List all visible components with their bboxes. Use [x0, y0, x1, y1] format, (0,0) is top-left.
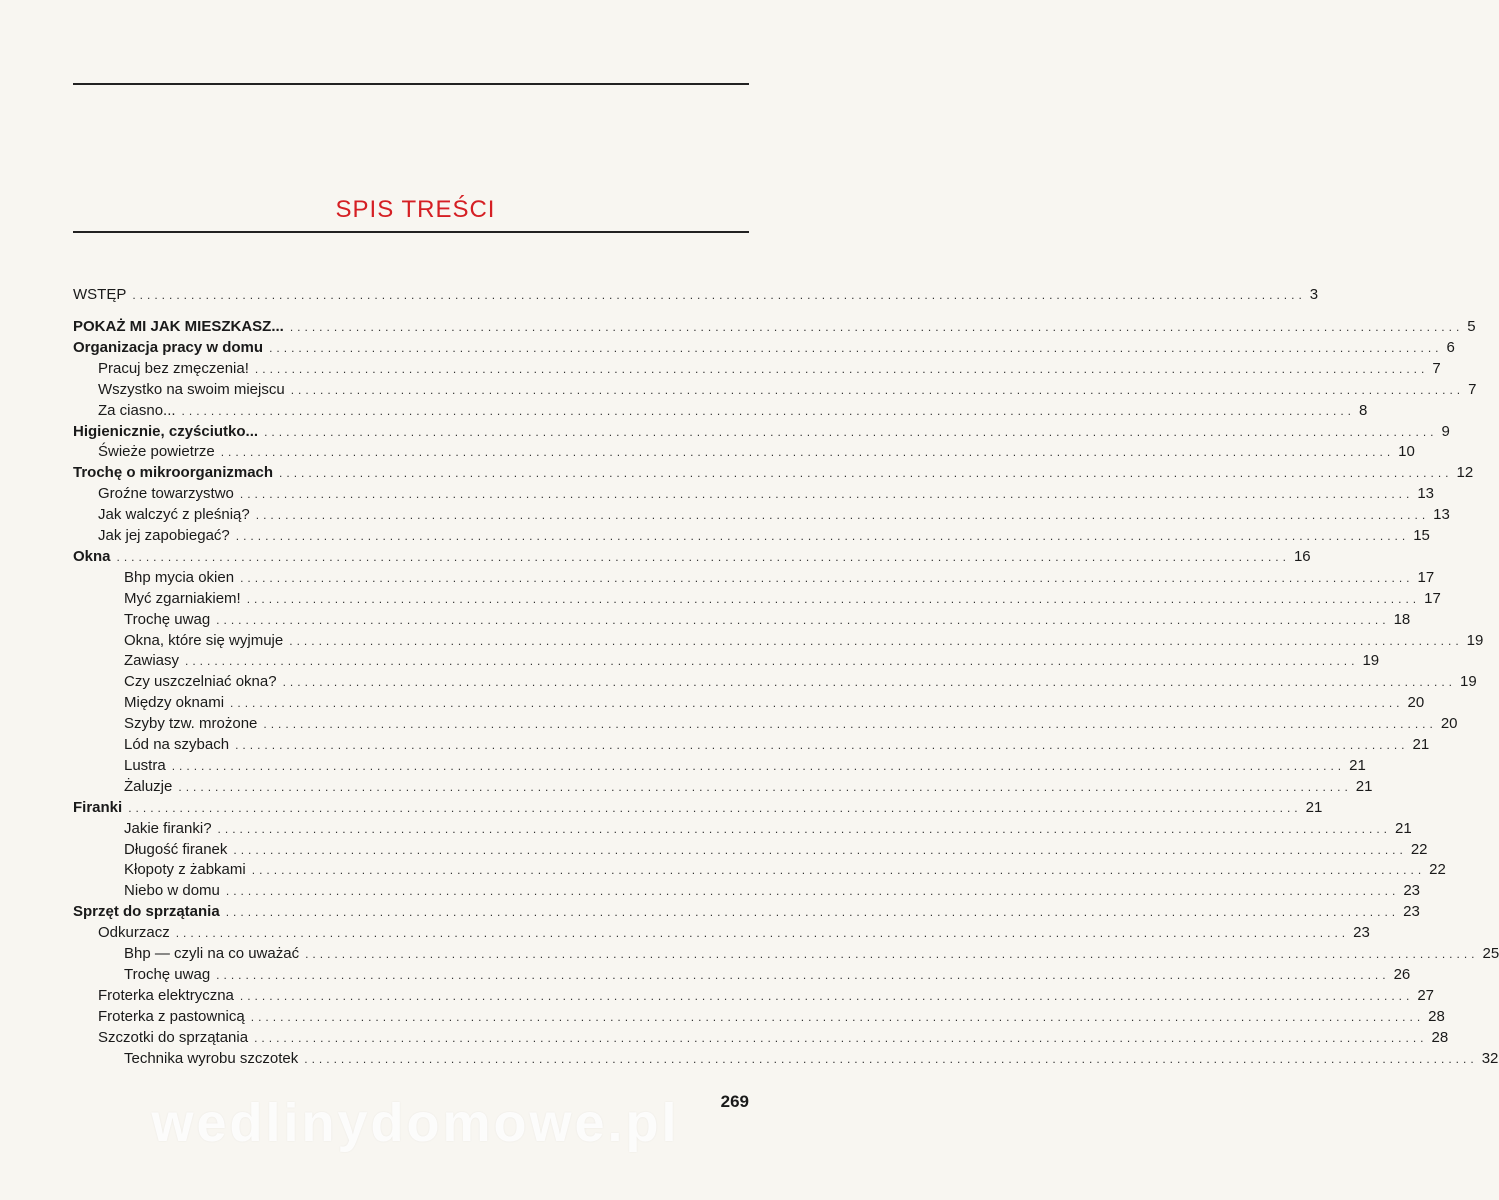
toc-entry-title: Sprzęt do sprzątania	[73, 903, 220, 921]
toc-entry-page: 10	[1398, 443, 1415, 461]
toc-entry-page: 17	[1417, 568, 1435, 586]
dot-leader: ................................................................................................................................................................	[255, 508, 1430, 523]
dot-leader: ................................................................................................................................................................	[240, 570, 1414, 585]
toc-entry-title: Wszystko na swoim miejscu	[98, 380, 285, 398]
toc-entry-title: Bhp — czyli na co uważać	[124, 945, 300, 962]
toc-entry-page: 19	[1362, 652, 1380, 670]
toc-entry	[73, 400, 1368, 421]
toc-entry	[73, 379, 1477, 400]
toc-entry-page: 6	[1446, 338, 1455, 356]
toc-entry-page: 25	[1482, 945, 1499, 962]
dot-leader: ................................................................................................................................................................	[289, 633, 1463, 648]
dot-leader: ................................................................................................................................................................	[235, 529, 1410, 543]
toc-entry	[73, 713, 1458, 734]
toc-entry	[73, 650, 1380, 671]
toc-entry	[73, 797, 1323, 818]
toc-entry-title: Szyby tzw. mrożone	[124, 715, 258, 733]
dot-leader: ................................................................................................................................................................	[264, 424, 1438, 439]
toc-entry	[73, 1006, 1445, 1027]
dot-leader: ................................................................................................................................................................	[175, 926, 1350, 941]
dot-leader: ................................................................................................................................................................	[216, 612, 1390, 627]
dot-leader: ................................................................................................................................................................	[116, 549, 1290, 564]
toc-entry-title: Lód na szybach	[124, 736, 230, 753]
toc-entry-title: Między oknami	[124, 694, 225, 712]
dot-leader: ................................................................................................................................................................	[239, 487, 1414, 502]
toc-entry	[73, 755, 1366, 776]
dot-leader: ................................................................................................................................................................	[171, 758, 1346, 773]
toc-entry-title: Pracuj bez zmęczenia!	[98, 359, 249, 377]
toc-entry	[73, 609, 1411, 630]
dot-leader: ................................................................................................................................................................	[225, 884, 1400, 899]
toc-entry-page: 28	[1428, 1007, 1445, 1025]
toc-entry-title: Świeże powietrze	[98, 443, 215, 461]
dot-leader: ................................................................................................................................................................	[254, 1030, 1428, 1045]
toc-entry	[73, 441, 1415, 462]
toc-entry-page: 21	[1305, 798, 1323, 816]
toc-entry-page: 23	[1353, 924, 1370, 942]
dot-leader: ................................................................................................................................................................	[269, 340, 1443, 355]
dot-leader: ................................................................................................................................................................	[251, 863, 1426, 878]
dot-leader: ................................................................................................................................................................	[233, 842, 1407, 857]
dot-leader: ................................................................................................................................................................	[263, 717, 1437, 732]
toc-entry-page: 13	[1417, 485, 1435, 503]
dot-leader: ................................................................................................................................................................	[254, 361, 1429, 376]
toc-entry	[73, 1048, 1499, 1069]
toc-entry	[73, 546, 1311, 567]
dot-leader: ................................................................................................................................................................	[290, 382, 1465, 397]
toc-entry-page: 15	[1413, 527, 1430, 544]
dot-leader: ................................................................................................................................................................	[282, 675, 1457, 690]
toc-entry-page: 26	[1393, 965, 1411, 983]
toc-entry-page: 16	[1293, 547, 1311, 565]
toc-entry-page: 22	[1429, 861, 1446, 879]
toc-entry-title: Długość firanek	[124, 840, 228, 858]
dot-leader: ................................................................................................................................................................	[239, 988, 1414, 1003]
toc-entry-page: 20	[1440, 715, 1458, 733]
toc-entry-page: 28	[1431, 1028, 1449, 1046]
toc-entry	[73, 1027, 1449, 1048]
toc-entry	[73, 922, 1370, 943]
dot-leader: ................................................................................................................................................................	[217, 821, 1391, 836]
toc-entry-page: 18	[1393, 610, 1411, 628]
toc-entry-title: Niebo w domu	[124, 882, 220, 900]
dot-leader: ................................................................................................................................................................	[178, 779, 1352, 794]
toc-entry-title: Myć zgarniakiem!	[124, 589, 241, 607]
dot-leader: ................................................................................................................................................................	[185, 654, 1359, 669]
toc-entry-page: 5	[1467, 318, 1476, 335]
title-rule	[73, 231, 749, 233]
toc-entry-page: 8	[1358, 401, 1368, 419]
toc-entry	[73, 985, 1435, 1006]
toc-entry	[73, 504, 1450, 525]
toc-entry-page: 17	[1424, 589, 1441, 607]
toc-entry	[73, 839, 1428, 860]
toc-entry-page: 7	[1432, 359, 1441, 377]
dot-leader: ................................................................................................................................................................	[305, 947, 1479, 961]
toc-entry-page: 3	[1309, 286, 1319, 303]
toc-entry	[73, 284, 1319, 305]
toc-entry-title: Trochę o mikroorganizmach	[73, 464, 274, 482]
toc-entry-page: 22	[1410, 840, 1428, 858]
toc-entry-title: Zawiasy	[124, 652, 180, 670]
toc-entry	[73, 358, 1441, 379]
toc-entry-title: Jak walczyć z pleśnią?	[98, 506, 250, 524]
toc-entry-page: 21	[1394, 819, 1412, 837]
toc-entry-title: WSTĘP	[73, 286, 127, 303]
toc-entry	[73, 901, 1420, 922]
toc-entry-title: Jak jej zapobiegać?	[98, 527, 230, 544]
toc-entry-title: Firanki	[73, 798, 123, 816]
dot-leader: ................................................................................................................................................................	[289, 320, 1464, 334]
toc-entry	[73, 964, 1411, 985]
toc-entry-title: Froterka z pastownicą	[98, 1007, 245, 1025]
toc-entry-title: Czy uszczelniać okna?	[124, 673, 277, 691]
toc-entry-page: 7	[1468, 380, 1477, 398]
toc-entry	[73, 818, 1412, 839]
toc-entry	[73, 337, 1455, 358]
toc-entry-page: 21	[1355, 777, 1373, 795]
toc-entry-page: 21	[1349, 756, 1366, 774]
toc-entry-title: Za ciasno...	[98, 401, 176, 419]
toc-entry	[73, 483, 1435, 504]
page-number: 269	[720, 1092, 749, 1111]
toc-entry-page: 27	[1417, 986, 1435, 1004]
toc-entry-title: POKAŻ MI JAK MIESZKASZ...	[73, 318, 284, 335]
toc-entry-page: 23	[1403, 882, 1421, 900]
toc-entry-page: 9	[1441, 422, 1450, 440]
toc-entry-page: 19	[1460, 673, 1477, 691]
dot-leader: ................................................................................................................................................................	[279, 466, 1453, 481]
dot-leader: ................................................................................................................................................................	[235, 738, 1409, 752]
dot-leader: ................................................................................................................................................................	[250, 1009, 1425, 1024]
dot-leader: ................................................................................................................................................................	[304, 1051, 1478, 1066]
toc-entry	[73, 776, 1373, 797]
toc-entry-title: Groźne towarzystwo	[98, 485, 234, 503]
toc-entry-title: Bhp mycia okien	[124, 568, 235, 586]
toc-entry-title: Odkurzacz	[98, 924, 170, 942]
toc-entry	[73, 525, 1430, 546]
dot-leader: ................................................................................................................................................................	[216, 967, 1390, 982]
toc-entry-page: 13	[1433, 506, 1450, 524]
toc-entry-page: 19	[1466, 631, 1484, 649]
top-rule	[73, 83, 749, 85]
toc-entry-title: Szczotki do sprzątania	[98, 1028, 249, 1046]
toc-entry-title: Okna	[73, 547, 111, 565]
toc-entry	[73, 671, 1477, 692]
toc-entry-title: Organizacja pracy w domu	[73, 338, 264, 356]
toc-entry-page: 12	[1456, 464, 1474, 482]
toc-entry-page: 20	[1407, 694, 1425, 712]
dot-leader: ................................................................................................................................................................	[225, 905, 1400, 920]
toc-entry	[73, 567, 1435, 588]
toc-entry	[73, 734, 1430, 755]
toc-entry-title: Lustra	[124, 756, 166, 774]
toc-entry	[73, 316, 1476, 337]
toc-entry-page: 23	[1403, 903, 1420, 921]
toc-entry	[73, 462, 1474, 483]
watermark: wedlinydomowe.pl	[151, 1093, 680, 1153]
page-title: SPIS TREŚCI	[335, 196, 496, 224]
dot-leader: ................................................................................................................................................................	[181, 403, 1355, 418]
dot-leader: ................................................................................................................................................................	[246, 591, 1421, 606]
toc-entry-title: Froterka elektryczna	[98, 986, 234, 1004]
toc-entry-title: Technika wyrobu szczotek	[124, 1049, 299, 1067]
toc-entry	[73, 880, 1421, 901]
toc-entry-title: Okna, które się wyjmuje	[124, 631, 284, 649]
toc-entry-title: Higienicznie, czyściutko...	[73, 422, 259, 440]
toc-entry-title: Kłopoty z żabkami	[124, 861, 246, 879]
toc-entry-title: Jakie firanki?	[124, 819, 212, 837]
toc-entry-title: Trochę uwag	[124, 965, 211, 983]
toc-entry	[73, 692, 1425, 713]
toc-entry	[73, 421, 1450, 442]
toc-entry-page: 21	[1412, 736, 1430, 753]
toc-entry	[73, 859, 1446, 880]
toc-entry	[73, 943, 1499, 964]
dot-leader: ................................................................................................................................................................	[230, 696, 1404, 711]
toc-entry	[73, 588, 1441, 609]
toc-entry-title: Żaluzje	[124, 777, 173, 795]
dot-leader: ................................................................................................................................................................	[128, 800, 1302, 815]
dot-leader: ................................................................................................................................................................	[132, 288, 1306, 302]
toc-entry-page: 32	[1481, 1049, 1499, 1067]
toc-entry-title: Trochę uwag	[124, 610, 211, 628]
toc-entry	[73, 630, 1484, 651]
dot-leader: ................................................................................................................................................................	[220, 445, 1395, 460]
